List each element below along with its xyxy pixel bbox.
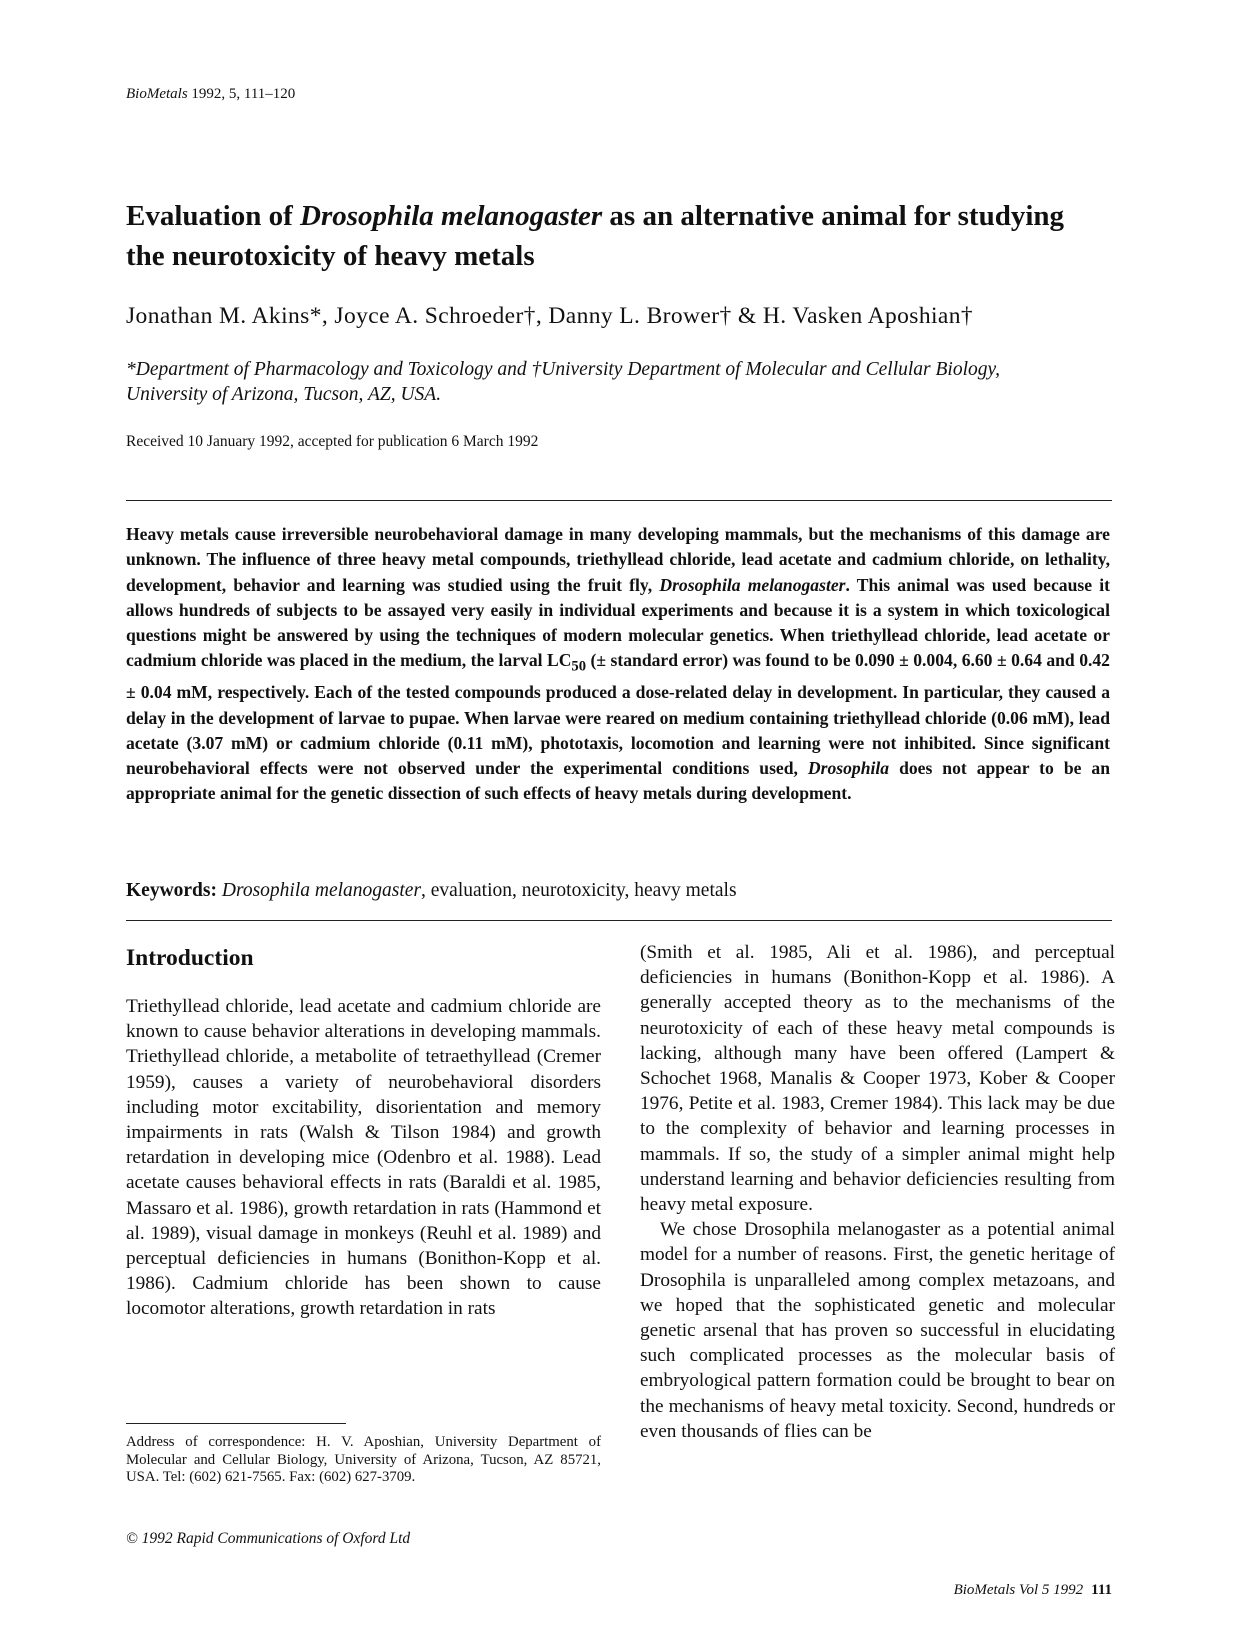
keywords: Keywords: Drosophila melanogaster, evaluation, neurotoxicity, heavy metals bbox=[126, 880, 737, 901]
page-folio bbox=[954, 1582, 1112, 1599]
correspondence-footnote: Address of correspondence: H. V. Aposhian, University Department of Molecular and Cellular Biology, University of Arizona, Tucson, AZ 85721, USA. Tel: (602) 621-7565. Fax: (602) 627-3709. bbox=[126, 1434, 601, 1485]
affiliation: *Department of Pharmacology and Toxicology and †University Department of Molecular and Cellular Biology, University of Arizona, Tucson, AZ, USA. bbox=[126, 359, 1000, 405]
title-species: Drosophila melanogaster bbox=[300, 200, 603, 232]
journal-name: BioMetals bbox=[126, 86, 188, 102]
keywords-label: Keywords: bbox=[126, 880, 217, 901]
intro-paragraph-1: Triethyllead chloride, lead acetate and cadmium chloride are known to cause behavior alterations in developing mammals. Triethyllead chloride, a metabolite of tetraethyllead (Cremer 1959), causes a variety of neurobehavioral disorders including motor excitability, disorientation and memory impairments in rats (Walsh & Tilson 1984) and growth retardation in developing mice (Odenbro et al. 1988). Lead acetate causes behavioral effects in rats (Baraldi et al. 1985, Massaro et al. 1986), growth retardation in rats (Hammond et al. 1989), visual damage in monkeys (Reuhl et al. 1989) and perceptual deficiencies in humans (Bonithon-Kopp et al. 1986). Cadmium chloride has been shown to cause locomotor alterations, growth retardation in rats bbox=[126, 996, 601, 1320]
keywords-species: Drosophila melanogaster bbox=[221, 880, 422, 901]
intro-paragraph-2: We chose Drosophila melanogaster as a potential animal model for a number of reasons. First, the genetic heritage of Drosophila is unparalleled among complex metazoans, and we hoped that the sophisticated genetic and molecular genetic arsenal that has proven so successful in elucidating such complicated processes as the molecular basis of embryological pattern formation could be brought to bear on the mechanisms of heavy metal toxicity. Second, hundreds or even thousands of flies can be bbox=[640, 1219, 1115, 1442]
left-column bbox=[126, 940, 601, 1322]
author-list: Jonathan M. Akins*, Joyce A. Schroeder†, Danny L. Brower† & H. Vasken Aposhian† bbox=[126, 303, 974, 329]
abstract-species: Drosophila melanogaster bbox=[659, 574, 846, 595]
journal-citation bbox=[126, 86, 295, 103]
folio-journal: BioMetals Vol 5 1992 bbox=[953, 1582, 1084, 1598]
volume-pages: 1992, 5, 111–120 bbox=[187, 86, 296, 102]
abstract-top-rule bbox=[126, 500, 1112, 501]
footnote-rule bbox=[126, 1423, 346, 1424]
intro-paragraph-1-continued: (Smith et al. 1985, Ali et al. 1986), and perceptual deficiencies in humans (Bonithon-Kopp et al. 1986). A generally accepted theory as to the mechanisms of the neurotoxicity of each of these heavy metal compounds is lacking, although many have been offered (Lampert & Schochet 1968, Manalis & Cooper 1973, Kober & Cooper 1976, Petite et al. 1983, Cremer 1984). This lack may be due to the complexity of behavior and learning processes in mammals. If so, the study of a simpler animal might help understand learning and behavior deficiencies resulting from heavy metal exposure. bbox=[640, 942, 1115, 1216]
lc-subscript: 50 bbox=[571, 659, 587, 675]
abstract: Heavy metals cause irreversible neurobehavioral damage in many developing mammals, but the mechanisms of this damage are unknown. The influence of three heavy metal compounds, triethyllead chloride, lead acetate and cadmium chloride, on lethality, development, behavior and learning was studied using the fruit fly, Drosophila melanogaster. This animal was used because it allows hundreds of subjects to be assayed very easily in individual experiments and because it is a system in which toxicological questions might be answered by using the techniques of modern molecular genetics. When triethyllead chloride, lead acetate or cadmium chloride was placed in the medium, the larval $LC_{50}$ (± standard error) was found to be 0.090 ± 0.004, 6.60 ± 0.64 and 0.42 ± 0.04 mM, respectively. Each of the tested compounds produced a dose-related delay in development. In particular, they caused a delay in the development of larvae to pupae. When larvae were reared on medium containing triethyllead chloride (0.06 mM), lead acetate (3.07 mM) or cadmium chloride (0.11 mM), phototaxis, locomotion and learning were not inhibited. Since significant neurobehavioral effects were not observed under the experimental conditions used, Drosophila does not appear to be an appropriate animal for the genetic dissection of such effects of heavy metals during development. bbox=[126, 524, 1110, 804]
introduction-heading: Introduction bbox=[126, 945, 254, 971]
article-title: Evaluation of Drosophila melanogaster as an alternative animal for studying the neurotoxicity of heavy metals bbox=[126, 200, 1065, 272]
abstract-bottom-rule bbox=[126, 920, 1112, 921]
abstract-genus: Drosophila bbox=[807, 758, 890, 779]
received-dates: Received 10 January 1992, accepted for publication 6 March 1992 bbox=[126, 433, 539, 450]
copyright-notice: © 1992 Rapid Communications of Oxford Ltd bbox=[126, 1530, 411, 1547]
right-column bbox=[640, 940, 1115, 1444]
page-number: 111 bbox=[1091, 1582, 1112, 1598]
